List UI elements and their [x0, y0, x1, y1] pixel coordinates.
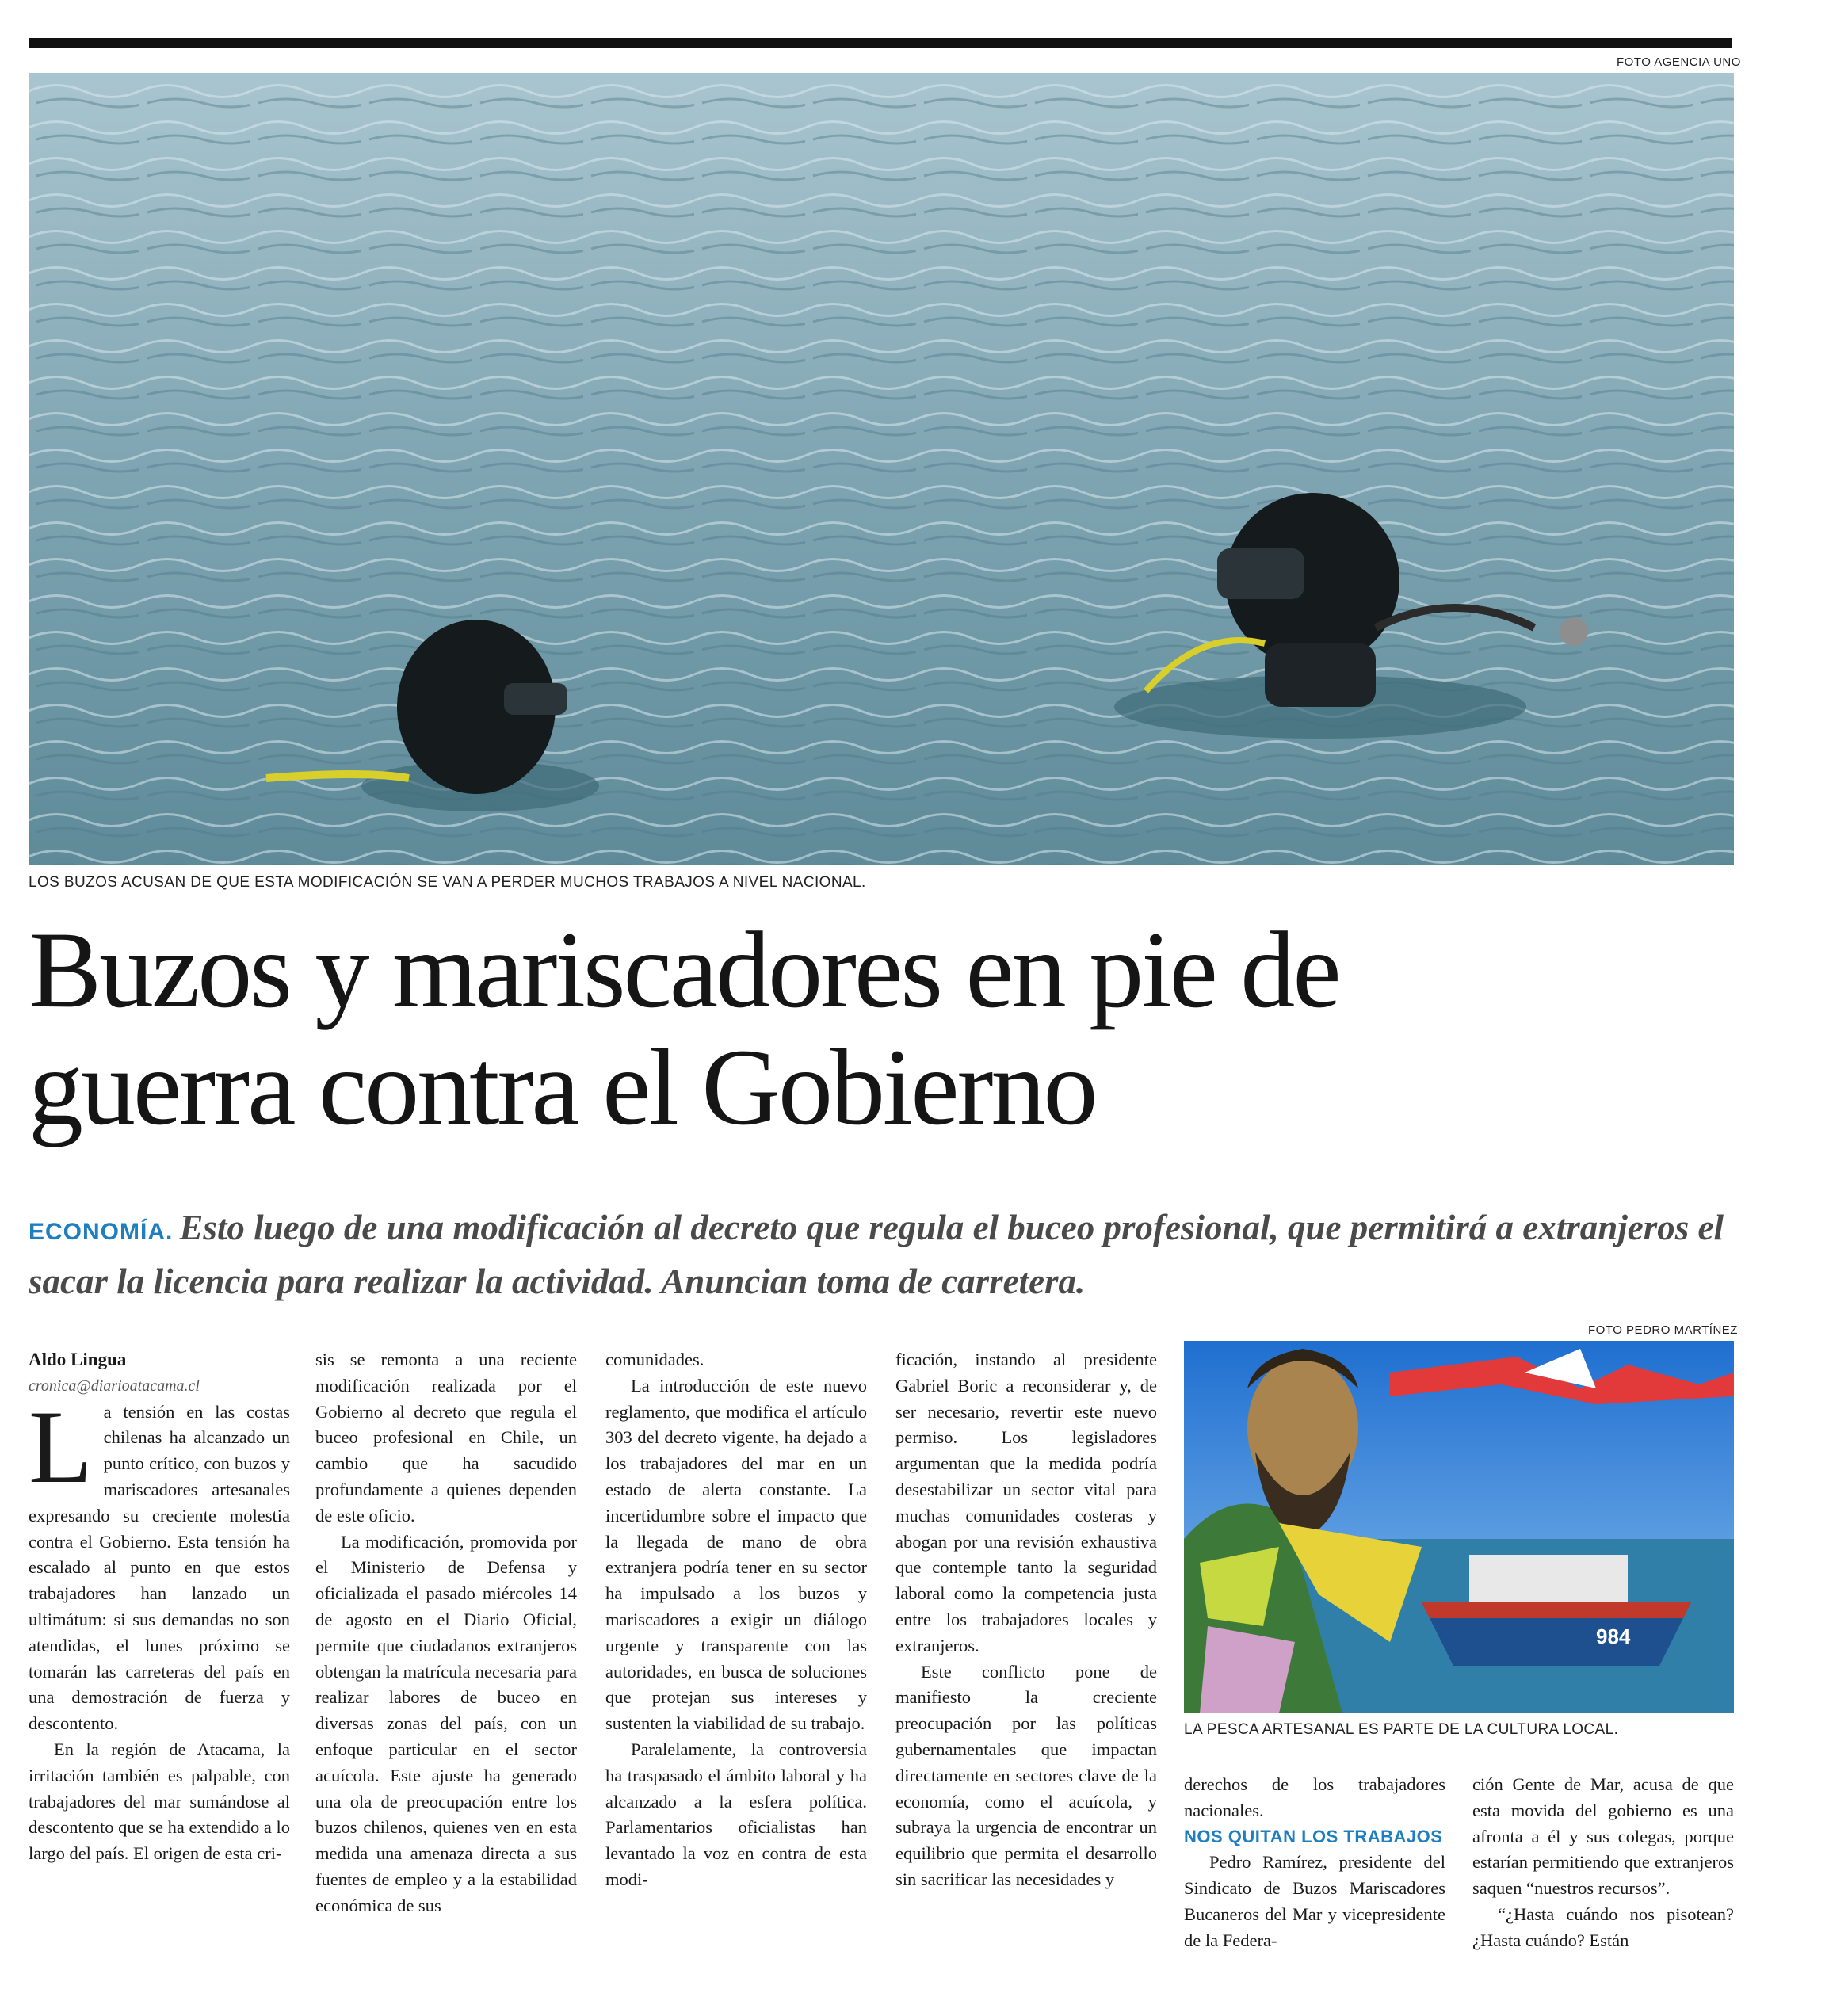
body-column-2 — [315, 1347, 577, 1981]
side-photo-caption: LA PESCA ARTESANAL ES PARTE DE LA CULTURA LOCAL. — [1184, 1721, 1619, 1738]
deck-kicker: ECONOMÍA. — [29, 1219, 174, 1245]
body-paragraph: derechos de los trabajadores nacionales. — [1184, 1774, 1445, 1820]
body-paragraph: comunidades. — [605, 1350, 704, 1369]
headline — [29, 911, 1740, 1146]
side-photo-credit: FOTO PEDRO MARTÍNEZ — [1588, 1323, 1738, 1337]
deck-text: Esto luego de una modificación al decreto que regula el buceo profesional, que permitirá a extranjeros el sacar la licencia para realizar la actividad. Anuncian toma de carretera. — [29, 1208, 1724, 1301]
body-paragraph: ficación, instando al presidente Gabriel Boric a reconsiderar y, de ser necesario, revertir este nuevo permiso. Los legisladores argumentan que la medida podría desestabilizar un sector vital para muchas comunidades costeras y abogan por una revisión exhaustiva que contemple tanto la seguridad laboral como la competencia justa entre los trabajadores locales y extranjeros. — [895, 1350, 1157, 1655]
body-paragraph: ción Gente de Mar, acusa de que esta movida del gobierno es una afronta a él y sus colegas, porque estarían permitiendo que extranjeros saquen “nuestros recursos”. — [1472, 1774, 1734, 1899]
body-column-3 — [605, 1347, 867, 1981]
body-paragraph: sis se remonta a una reciente modificación realizada por el Gobierno al decreto que regula el buceo profesional en Chile, un cambio que ha sacudido profundamente a quienes dependen de este oficio. — [315, 1350, 577, 1525]
byline-email: cronica@diarioatacama.cl — [29, 1376, 200, 1395]
body-paragraph: La modificación, promovida por el Ministerio de Defensa y oficializada el pasado miércoles 14 de agosto en el Diario Oficial, permite que ciudadanos extranjeros obtengan la matrícula necesaria para realizar labores de buceo en diversas zonas del país, con un enfoque particular en el sector acuícola. Este ajuste ha generado una ola de preocupación entre los buzos chilenos, quienes ven en esta medida una amenaza directa a sus fuentes de empleo y a la estabilidad económica de sus — [315, 1531, 577, 1915]
body-column-5 — [1184, 1772, 1445, 2002]
divers-photo-image — [29, 73, 1734, 865]
headline-line-2: guerra contra el Gobierno — [29, 1026, 1096, 1147]
headline-line-1: Buzos y mariscadores en pie de — [29, 909, 1339, 1030]
body-paragraph: Pedro Ramírez, presidente del Sindicato de Buzos Mariscadores Bucaneros del Mar y vicepresidente de la Federa- — [1184, 1852, 1445, 1950]
body-column-1 — [29, 1347, 290, 1981]
body-paragraph — [29, 1388, 290, 1737]
body-column-4 — [895, 1347, 1157, 1981]
body-text: a tensión en las costas chilenas ha alcanzado un punto crítico, con buzos y mariscadores artesanales expresando su creciente molestia contra el Gobierno. Esta tensión ha escalado al punto en que estos trabajadores han lanzado un ultimátum: si sus demandas no son atendidas, el lunes próximo se tomarán las carreteras del país en una demostración de fuerza y descontento. — [29, 1401, 290, 1734]
body-paragraph: La introducción de este nuevo reglamento, que modifica el artículo 303 del decreto vigente, ha dejado a los trabajadores del mar en un estado de alerta constante. La incertidumbre sobre el impacto que la llegada de mano de obra extranjera podría tener en su sector ha impulsado a los buzos y mariscadores a exigir un diálogo urgente y transparente con las autoridades, en busca de soluciones que protejan sus intereses y sustenten la viabilidad de su trabajo. — [605, 1375, 867, 1734]
body-paragraph: “¿Hasta cuándo nos pisotean? ¿Hasta cuándo? Están — [1472, 1903, 1734, 1950]
top-photo-caption: LOS BUZOS ACUSAN DE QUE ESTA MODIFICACIÓN SE VAN A PERDER MUCHOS TRABAJOS A NIVEL NACIONAL. — [29, 874, 866, 891]
fishing-festival-photo — [1184, 1341, 1734, 1713]
deck — [29, 1203, 1740, 1306]
body-paragraph: Este conflicto pone de manifiesto la creciente preocupación por las políticas gubernamentales que impactan directamente en sectores clave de la economía, como el acuícola, y subraya la urgencia de encontrar un equilibrio que permita el desarrollo sin sacrificar las necesidades y — [895, 1661, 1157, 1889]
divers-photo — [29, 73, 1734, 865]
top-rule — [29, 38, 1732, 48]
subhead: NOS QUITAN LOS TRABAJOS — [1184, 1826, 1443, 1846]
fishing-festival-image — [1184, 1341, 1734, 1713]
body-paragraph: En la región de Atacama, la irritación también es palpable, con trabajadores del mar sumándose al descontento que se ha extendido a lo largo del país. El origen de esta cri- — [29, 1739, 290, 1864]
dropcap: L — [29, 1388, 93, 1505]
boat-number: 984 — [1596, 1625, 1631, 1648]
body-column-6 — [1472, 1772, 1734, 2002]
byline-author: Aldo Lingua — [29, 1350, 127, 1369]
body-paragraph: Paralelamente, la controversia ha traspasado el ámbito laboral y ha alcanzado a la esfera política. Parlamentarios oficialistas han levantado la voz en contra de esta modi- — [605, 1739, 867, 1889]
top-photo-credit: FOTO AGENCIA UNO — [1617, 55, 1741, 69]
